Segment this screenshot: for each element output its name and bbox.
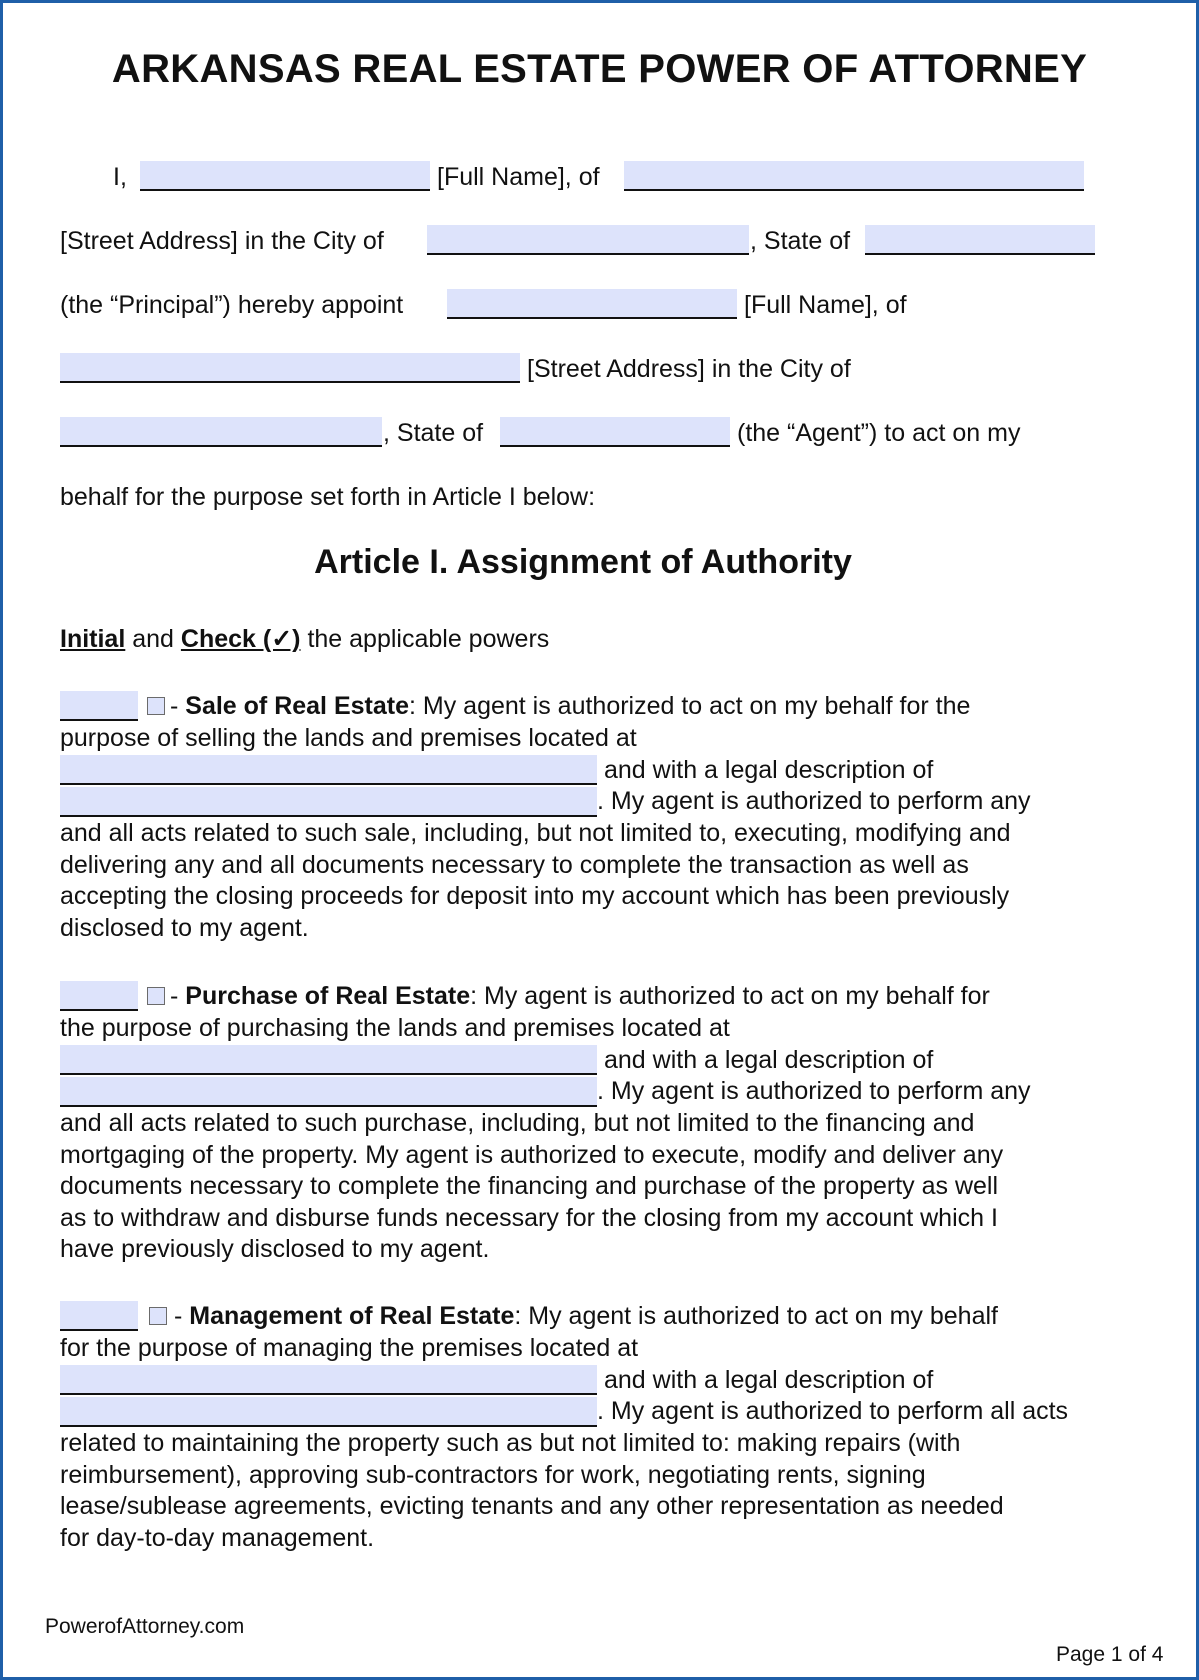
principal-state-field[interactable] (865, 225, 1095, 255)
sale-initials-field[interactable] (60, 691, 138, 721)
management-heading: Management of Real Estate (189, 1302, 515, 1330)
sale-line1-rest: : My agent is authorized to act on my behalf for the (409, 692, 971, 720)
sale-body-line: disclosed to my agent. (60, 913, 309, 942)
agent-city-field[interactable] (60, 417, 382, 447)
instructions-line (60, 622, 549, 656)
purchase-body-line: mortgaging of the property. My agent is authorized to execute, modify and deliver any (60, 1140, 1004, 1169)
sale-line1 (170, 691, 970, 723)
management-body-line: related to maintaining the property such as but not limited to: making repairs (with (60, 1429, 961, 1457)
sale-heading: Sale of Real Estate (185, 692, 409, 720)
article-heading: Article I. Assignment of Authority (314, 543, 852, 581)
sale-body-line: delivering any and all documents necessary to complete the transaction as well as (60, 850, 969, 879)
instructions-rest: the applicable powers (300, 625, 550, 653)
intro-text-agent-state: , State of (383, 419, 484, 447)
purchase-body-line: as to withdraw and disburse funds necessary for the closing from my account which I (60, 1203, 998, 1232)
principal-city-field[interactable] (427, 225, 749, 255)
intro-text-street-city: [Street Address] in the City of (60, 227, 384, 255)
purchase-line2: the purpose of purchasing the lands and premises located at (60, 1014, 730, 1042)
purchase-legal-desc-label: and with a legal description of (604, 1046, 934, 1074)
purchase-checkbox[interactable] (147, 987, 165, 1005)
sale-body-line: and all acts related to such sale, including, but not limited to, executing, modifying and (60, 819, 1011, 847)
management-line1-rest: : My agent is authorized to act on my behalf (514, 1302, 998, 1330)
purchase-body (60, 1108, 1003, 1266)
footer-site: PowerofAttorney.com (45, 1615, 245, 1638)
footer-page-number: Page 1 of 4 (1056, 1643, 1164, 1666)
intro-text-agent-act: (the “Agent”) to act on my (737, 419, 1021, 447)
purchase-line1-rest: : My agent is authorized to act on my behalf for (470, 982, 990, 1010)
management-line1 (174, 1301, 998, 1333)
agent-state-field[interactable] (500, 417, 730, 447)
purchase-legal-desc-field[interactable] (60, 1077, 597, 1107)
sale-line2: purpose of selling the lands and premises located at (60, 724, 637, 752)
purchase-dash: - (170, 982, 186, 1010)
sale-body (60, 818, 1011, 944)
sale-legal-desc-field[interactable] (60, 787, 597, 817)
instructions-check: Check (✓) (180, 625, 301, 653)
intro-text-agent-street-city: [Street Address] in the City of (527, 355, 851, 383)
purchase-heading: Purchase of Real Estate (185, 982, 471, 1010)
principal-street-field[interactable] (624, 161, 1084, 191)
sale-location-field[interactable] (60, 755, 597, 785)
sale-after-field: . My agent is authorized to perform any (597, 787, 1031, 815)
purchase-line1 (170, 981, 990, 1013)
purchase-body-line: documents necessary to complete the financing and purchase of the property as well (60, 1172, 999, 1200)
sale-checkbox[interactable] (147, 697, 165, 715)
purchase-body-line: have previously disclosed to my agent. (60, 1235, 490, 1263)
principal-name-field[interactable] (140, 161, 430, 191)
management-dash: - (174, 1302, 190, 1330)
management-location-field[interactable] (60, 1365, 597, 1395)
management-initials-field[interactable] (60, 1301, 138, 1331)
purchase-after-field: . My agent is authorized to perform any (597, 1077, 1031, 1105)
sale-legal-desc-label: and with a legal description of (604, 756, 934, 784)
intro-text-state: , State of (750, 227, 851, 255)
management-after-field: . My agent is authorized to perform all acts (597, 1397, 1069, 1425)
management-line2: for the purpose of managing the premises located at (60, 1334, 639, 1362)
intro-text-principal-appoint: (the “Principal”) hereby appoint (60, 291, 404, 319)
management-legal-desc-label: and with a legal description of (604, 1366, 934, 1394)
sale-body-line: accepting the closing proceeds for deposit into my account which has been previously (60, 882, 1010, 910)
sale-dash: - (170, 692, 186, 720)
intro-text-i: I, (113, 163, 127, 191)
management-checkbox[interactable] (149, 1307, 167, 1325)
management-body-line: for day-to-day management. (60, 1523, 375, 1552)
intro-text-fullname: [Full Name], of (437, 163, 600, 191)
management-body-line: lease/sublease agreements, evicting tenants and any other representation as needed (60, 1492, 1004, 1520)
agent-name-field[interactable] (447, 289, 737, 319)
purchase-body-line: and all acts related to such purchase, including, but not limited to the financing and (60, 1109, 975, 1137)
purchase-location-field[interactable] (60, 1045, 597, 1075)
intro-text-agent-fullname: [Full Name], of (744, 291, 907, 319)
intro-text-behalf: behalf for the purpose set forth in Article I below: (60, 483, 596, 511)
management-body (60, 1428, 1004, 1554)
instructions-and: and (125, 625, 181, 653)
document-title: ARKANSAS REAL ESTATE POWER OF ATTORNEY (111, 47, 1088, 91)
management-body-line: reimbursement), approving sub-contractors for work, negotiating rents, signing (60, 1460, 926, 1489)
purchase-initials-field[interactable] (60, 981, 138, 1011)
agent-street-field[interactable] (60, 353, 520, 383)
management-legal-desc-field[interactable] (60, 1397, 597, 1427)
instructions-initial: Initial (60, 625, 126, 653)
